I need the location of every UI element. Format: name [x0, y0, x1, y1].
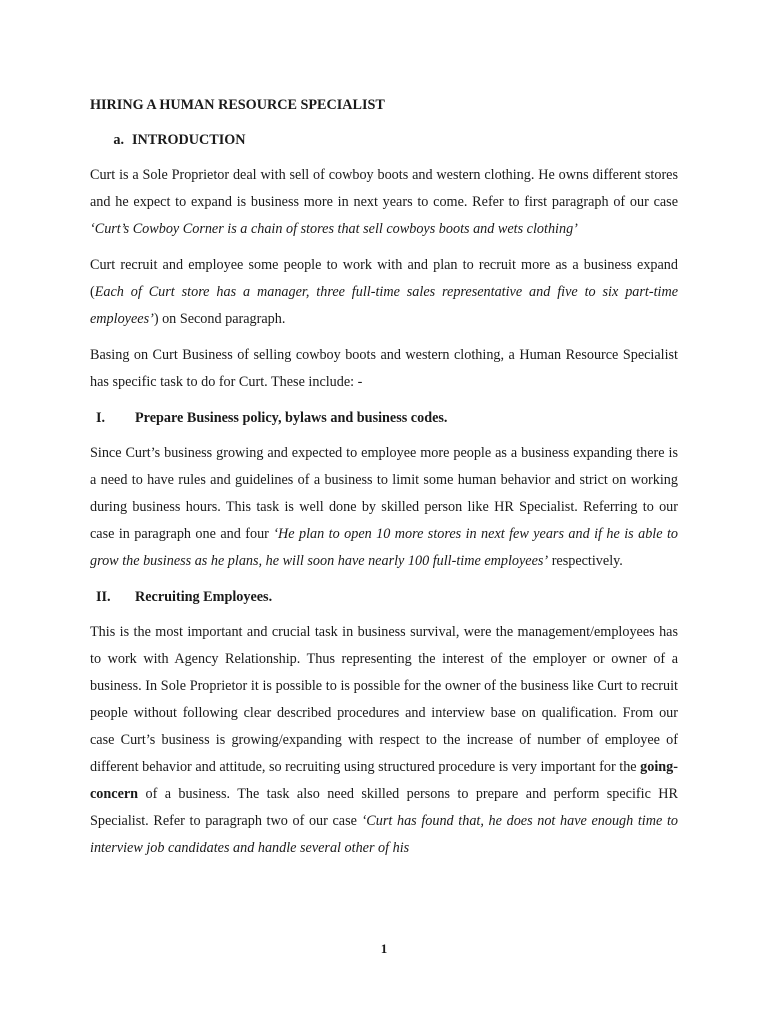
section-2-paragraph — [90, 619, 678, 862]
section-1-marker: I. — [96, 410, 106, 426]
intro-paragraph-1-text: Curt is a Sole Proprietor deal with sell of cowboy boots and western clothing. He owns different stores and he expect to expand is business more in next years to come. Refer to first paragraph of our case — [90, 167, 678, 210]
intro-paragraph-1 — [90, 162, 678, 243]
section-1-text: Since Curt’s business growing and expected to employee more people as a business expanding there is a need to have rules and guidelines of a business to limit some human behavior and strict on working during business hours. This task is well done by skilled person like HR Specialist. Referring to our case in paragraph one and four — [90, 445, 678, 542]
section-2-label: Recruiting Employees. — [135, 589, 273, 605]
section-2-marker: II. — [96, 589, 111, 605]
section-2-heading — [90, 584, 678, 611]
section-2-text: This is the most important and crucial task in business survival, were the management/employees has to work with Agency Relationship. Thus representing the interest of the employer or owner of a business. In Sole Proprietor it is possible to is possible for the owner of the business like Curt to recruit people without following clear described procedures and interview base on qualification. From our case Curt’s business is growing/expanding with respect to the increase of number of employee of different behavior and attitude, so recruiting using structured procedure is very important for the — [90, 624, 678, 775]
intro-paragraph-2-tail: ) on Second paragraph. — [153, 311, 286, 327]
section-2-text-continued: of a business. The task also need skilled persons to prepare and perform specific HR Specialist. Refer to paragraph two of our case — [90, 786, 678, 829]
intro-paragraph-2-text: Curt recruit and employee some people to work with and plan to recruit more as a business expand ( — [90, 257, 678, 300]
intro-heading — [90, 127, 678, 154]
page-number: 1 — [380, 941, 388, 956]
intro-paragraph-2 — [90, 252, 678, 333]
section-1-quote: ‘He plan to open 10 more stores in next few years and if he is able to grow the business as he plans, he will soon have nearly 100 full-time employees’ — [90, 526, 678, 569]
section-1-label: Prepare Business policy, bylaws and business codes. — [135, 410, 448, 426]
intro-paragraph-2-quote: Each of Curt store has a manager, three full-time sales representative and five to six part-time employees’ — [90, 284, 678, 327]
section-2-bold-term: going-concern — [90, 759, 678, 802]
section-1-tail: respectively. — [548, 553, 623, 569]
section-1-heading — [90, 405, 678, 432]
document-body — [90, 92, 678, 871]
intro-paragraph-1-quote: ‘Curt’s Cowboy Corner is a chain of stores that sell cowboys boots and wets clothing’ — [90, 221, 578, 237]
intro-heading-marker: a. — [113, 132, 124, 148]
section-1-paragraph — [90, 440, 678, 575]
document-title: HIRING A HUMAN RESOURCE SPECIALIST — [90, 97, 385, 113]
intro-paragraph-3 — [90, 342, 678, 396]
intro-paragraph-3-text: Basing on Curt Business of selling cowboy boots and western clothing, a Human Resource Specialist has specific task to do for Curt. These include: - — [90, 347, 678, 390]
section-2-quote: ‘Curt has found that, he does not have enough time to interview job candidates and handle several other of his — [90, 813, 678, 856]
intro-heading-label: INTRODUCTION — [132, 132, 246, 148]
